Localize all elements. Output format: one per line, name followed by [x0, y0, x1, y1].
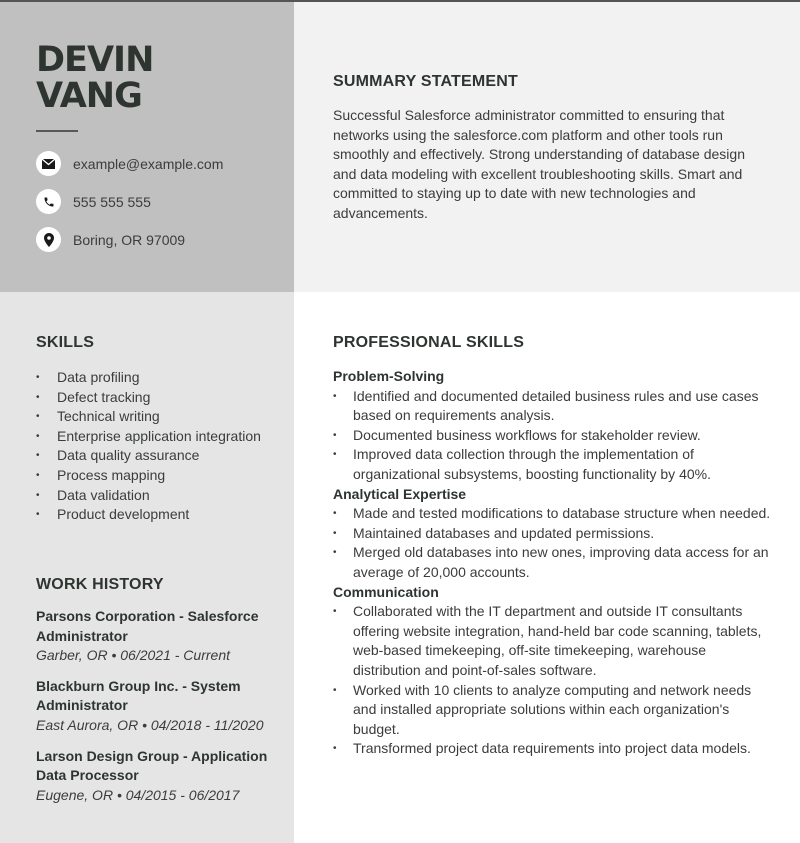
- name-divider: [36, 130, 78, 132]
- skill-item: • Defect tracking: [36, 388, 276, 408]
- professional-skills-list: [333, 367, 773, 759]
- skill-category: Problem-Solving: [333, 368, 445, 384]
- skill-item: • Process mapping: [36, 466, 276, 486]
- job-entry: [36, 747, 276, 806]
- bullet-list: [333, 504, 773, 582]
- skill-item: • Data quality assurance: [36, 446, 276, 466]
- summary-text: Successful Salesforce administrator committed to ensuring that networks using the salesforce.com platform and other tools run smoothly and effectively. Strong understanding of database design and data modeling with excellent troubleshooting skills. Smart and committed to staying up to date with new technologies and advancements.: [333, 107, 745, 221]
- bullet-item: • Merged old databases into new ones, improving data access for an average of 20,000 accounts.: [333, 543, 773, 582]
- bullet-list: [333, 602, 773, 759]
- skill-item: • Enterprise application integration: [36, 427, 276, 447]
- contact-phone: [36, 189, 151, 214]
- envelope-icon: [36, 151, 61, 176]
- skills-list: [36, 368, 276, 525]
- work-history-list: [36, 607, 276, 816]
- skill-item: • Product development: [36, 505, 276, 525]
- email-text: example@example.com: [73, 155, 224, 172]
- skill-item: • Data validation: [36, 486, 276, 506]
- job-title: Parsons Corporation - Salesforce Administrator: [36, 608, 259, 644]
- bullet-item: • Transformed project data requirements into project data models.: [333, 739, 773, 759]
- bullet-item: • Maintained databases and updated permissions.: [333, 524, 773, 544]
- location-text: Boring, OR 97009: [73, 231, 186, 248]
- phone-icon: [36, 189, 61, 214]
- job-meta: Eugene, OR • 04/2015 - 06/2017: [36, 786, 240, 803]
- job-entry: [36, 677, 276, 736]
- professional-skills-heading: PROFESSIONAL SKILLS: [333, 334, 525, 351]
- bullet-item: • Collaborated with the IT department and outside IT consultants offering website integration, hand-held bar code scanning, tablets, web-based timekeeping, off-site timekeeping, warehouse distribution and point-of-sales software.: [333, 602, 773, 680]
- job-title: Blackburn Group Inc. - System Administrator: [36, 677, 241, 714]
- bullet-list: [333, 387, 773, 485]
- first-name: DEVIN: [36, 40, 154, 80]
- skill-category: Communication: [333, 583, 439, 600]
- bullet-item: • Documented business workflows for stakeholder review.: [333, 426, 773, 446]
- work-history-heading: WORK HISTORY: [36, 576, 164, 593]
- job-meta: East Aurora, OR • 04/2018 - 11/2020: [36, 716, 264, 733]
- job-title: Larson Design Group - Application Data Processor: [36, 747, 268, 784]
- contact-location: [36, 227, 185, 252]
- skills-heading: SKILLS: [36, 334, 95, 351]
- bullet-item: • Improved data collection through the implementation of organizational subsystems, boosting functionality by 40%.: [333, 445, 773, 484]
- skill-item: • Data profiling: [36, 368, 276, 388]
- skill-category: Analytical Expertise: [333, 485, 467, 502]
- last-name: VANG: [36, 76, 142, 116]
- skill-item: • Technical writing: [36, 407, 276, 427]
- job-meta: Garber, OR • 06/2021 - Current: [36, 647, 230, 664]
- bullet-item: • Identified and documented detailed business rules and use cases based on requirements analysis.: [333, 387, 773, 426]
- candidate-name: [36, 42, 153, 114]
- job-entry: [36, 607, 276, 666]
- contact-email: [36, 151, 223, 176]
- map-pin-icon: [36, 227, 61, 252]
- bullet-item: • Worked with 10 clients to analyze computing and network needs and installed appropriate solutions within each organization's budget.: [333, 681, 773, 740]
- phone-text: 555 555 555: [73, 193, 151, 210]
- summary-heading: SUMMARY STATEMENT: [333, 73, 519, 90]
- bullet-item: • Made and tested modifications to database structure when needed.: [333, 504, 773, 524]
